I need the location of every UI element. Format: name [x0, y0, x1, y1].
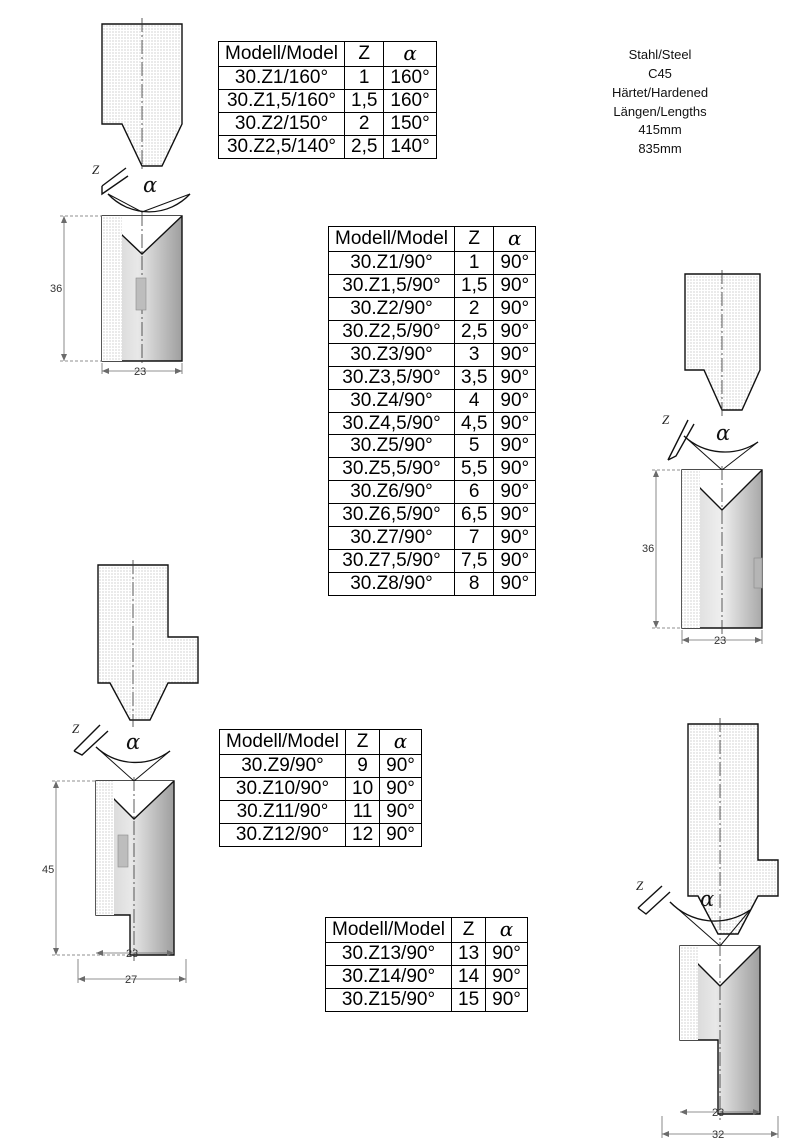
cell-model: 30.Z1/90° [329, 251, 455, 274]
cell-alpha: 90° [486, 988, 528, 1011]
lower-die-block [102, 212, 182, 366]
cell-alpha: 90° [494, 573, 536, 596]
table-row [329, 274, 536, 297]
material-line: Längen/Lengths [613, 103, 707, 119]
cell-alpha: 90° [494, 274, 536, 297]
cell-model: 30.Z5/90° [329, 435, 455, 458]
col-header-model: Modell/Model [219, 42, 345, 67]
dim-width-label: 23 [134, 366, 147, 376]
bend-angle-indicator [92, 162, 190, 212]
col-header-z: Z [345, 42, 384, 67]
cell-model: 30.Z7/90° [329, 527, 455, 550]
table-row [329, 504, 536, 527]
upper-punch-body [98, 560, 198, 727]
table-160 [218, 41, 437, 159]
cell-z: 6 [455, 481, 494, 504]
table-row [220, 800, 422, 823]
table-row [220, 823, 422, 846]
cell-alpha: 90° [494, 527, 536, 550]
cell-z: 1,5 [345, 89, 384, 112]
cell-z: 2,5 [455, 320, 494, 343]
cell-z: 2 [345, 112, 384, 135]
table-row [219, 112, 437, 135]
col-header-alpha: α [486, 918, 528, 943]
cell-alpha: 90° [380, 777, 422, 800]
col-header-alpha: α [494, 227, 536, 252]
cell-z: 5 [455, 435, 494, 458]
dim-width2-label: 32 [712, 1129, 725, 1141]
cell-z: 13 [452, 942, 486, 965]
cell-z: 2 [455, 297, 494, 320]
bend-angle-indicator [662, 412, 758, 470]
lower-die-block [96, 777, 174, 961]
table-row [220, 777, 422, 800]
dimension-height [60, 216, 102, 361]
cell-model: 30.Z15/90° [326, 988, 452, 1011]
dim-width2-label: 27 [125, 974, 138, 986]
table-row [329, 550, 536, 573]
cell-alpha: 90° [494, 320, 536, 343]
col-header-z: Z [455, 227, 494, 252]
cell-alpha: 90° [494, 251, 536, 274]
material-line: C45 [648, 65, 672, 81]
dim-width-label: 23 [126, 948, 139, 960]
cell-z: 9 [346, 754, 380, 777]
lower-die-block [680, 942, 760, 1120]
lower-die-block [682, 466, 762, 634]
cell-z: 12 [346, 823, 380, 846]
alpha-symbol: α [143, 173, 158, 197]
cell-z: 11 [346, 800, 380, 823]
material-line: Stahl/Steel [628, 47, 692, 62]
cell-alpha: 90° [494, 458, 536, 481]
material-line: 415mm [638, 122, 682, 138]
table-row [329, 435, 536, 458]
table-row [329, 227, 536, 252]
table-row [220, 730, 422, 755]
table-row [329, 343, 536, 366]
col-header-model: Modell/Model [329, 227, 455, 252]
cell-alpha: 90° [380, 823, 422, 846]
cell-model: 30.Z3,5/90° [329, 366, 455, 389]
table-row [329, 366, 536, 389]
cell-model: 30.Z4,5/90° [329, 412, 455, 435]
table-row [329, 389, 536, 412]
cell-z: 1 [345, 66, 384, 89]
table-row [220, 754, 422, 777]
upper-punch-body [685, 270, 760, 416]
cell-alpha: 90° [494, 481, 536, 504]
material-note [570, 46, 750, 159]
cell-alpha: 90° [494, 412, 536, 435]
alpha-symbol: α [716, 421, 731, 445]
cell-alpha: 90° [486, 965, 528, 988]
dim-width-label: 23 [714, 635, 727, 647]
table-row [329, 573, 536, 596]
cell-alpha: 90° [486, 942, 528, 965]
cell-model: 30.Z8/90° [329, 573, 455, 596]
cell-model: 30.Z14/90° [326, 965, 452, 988]
col-header-model: Modell/Model [326, 918, 452, 943]
z-symbol: Z [636, 878, 644, 893]
cell-model: 30.Z5,5/90° [329, 458, 455, 481]
dim-width-label: 23 [712, 1107, 725, 1119]
cell-z: 2,5 [345, 135, 384, 158]
cell-model: 30.Z10/90° [220, 777, 346, 800]
cell-alpha: 90° [494, 435, 536, 458]
table-row [329, 458, 536, 481]
table-row [219, 66, 437, 89]
dim-height-label: 36 [50, 283, 63, 295]
cell-z: 3 [455, 343, 494, 366]
cell-model: 30.Z9/90° [220, 754, 346, 777]
table-row [219, 135, 437, 158]
table-90-b [219, 729, 422, 847]
table-row [329, 297, 536, 320]
cell-z: 6,5 [455, 504, 494, 527]
dimension-height [652, 470, 682, 628]
cell-z: 10 [346, 777, 380, 800]
table-row [326, 942, 528, 965]
alpha-symbol: α [700, 887, 715, 911]
cell-alpha: 140° [384, 135, 436, 158]
cell-alpha: 90° [380, 754, 422, 777]
col-header-z: Z [346, 730, 380, 755]
cell-z: 3,5 [455, 366, 494, 389]
cell-z: 5,5 [455, 458, 494, 481]
cell-z: 1,5 [455, 274, 494, 297]
cell-alpha: 160° [384, 89, 436, 112]
table-row [329, 412, 536, 435]
drawing-right-upper [630, 270, 800, 660]
table-row [329, 320, 536, 343]
cell-model: 30.Z6/90° [329, 481, 455, 504]
material-line: Härtet/Hardened [611, 84, 709, 100]
cell-model: 30.Z2/90° [329, 297, 455, 320]
col-header-alpha: α [384, 42, 436, 67]
cell-model: 30.Z13/90° [326, 942, 452, 965]
dim-height-label: 45 [42, 864, 55, 876]
drawing-right-lower [600, 710, 800, 1144]
cell-alpha: 90° [380, 800, 422, 823]
cell-alpha: 90° [494, 366, 536, 389]
col-header-model: Modell/Model [220, 730, 346, 755]
cell-model: 30.Z12/90° [220, 823, 346, 846]
cell-model: 30.Z1,5/160° [219, 89, 345, 112]
cell-alpha: 90° [494, 550, 536, 573]
cell-z: 8 [455, 573, 494, 596]
table-row [219, 89, 437, 112]
cell-model: 30.Z2,5/90° [329, 320, 455, 343]
bend-angle-indicator [72, 721, 170, 781]
cell-z: 7 [455, 527, 494, 550]
table-90-main [328, 226, 536, 596]
table-row [329, 481, 536, 504]
alpha-symbol: α [126, 730, 141, 754]
cell-model: 30.Z2/150° [219, 112, 345, 135]
cell-alpha: 90° [494, 297, 536, 320]
cell-z: 4 [455, 389, 494, 412]
material-line: 835mm [638, 141, 682, 157]
cell-alpha: 90° [494, 343, 536, 366]
table-row [329, 251, 536, 274]
cell-alpha: 90° [494, 389, 536, 412]
table-row [326, 965, 528, 988]
cell-model: 30.Z11/90° [220, 800, 346, 823]
table-90-c [325, 917, 528, 1012]
cell-z: 14 [452, 965, 486, 988]
drawing-left-lower [30, 555, 240, 995]
cell-model: 30.Z1,5/90° [329, 274, 455, 297]
table-row [329, 527, 536, 550]
cell-model: 30.Z4/90° [329, 389, 455, 412]
z-symbol: Z [662, 412, 670, 427]
cell-model: 30.Z6,5/90° [329, 504, 455, 527]
cell-model: 30.Z3/90° [329, 343, 455, 366]
cell-model: 30.Z7,5/90° [329, 550, 455, 573]
z-symbol: Z [72, 721, 80, 736]
col-header-z: Z [452, 918, 486, 943]
table-row [326, 918, 528, 943]
table-row [326, 988, 528, 1011]
z-symbol: Z [92, 162, 100, 177]
cell-z: 15 [452, 988, 486, 1011]
col-header-alpha: α [380, 730, 422, 755]
cell-model: 30.Z1/160° [219, 66, 345, 89]
cell-z: 1 [455, 251, 494, 274]
table-row [219, 42, 437, 67]
cell-z: 7,5 [455, 550, 494, 573]
cell-model: 30.Z2,5/140° [219, 135, 345, 158]
dim-height-label: 36 [642, 543, 655, 555]
cell-alpha: 150° [384, 112, 436, 135]
cell-alpha: 90° [494, 504, 536, 527]
cell-alpha: 160° [384, 66, 436, 89]
upper-punch-body [102, 18, 182, 171]
cell-z: 4,5 [455, 412, 494, 435]
